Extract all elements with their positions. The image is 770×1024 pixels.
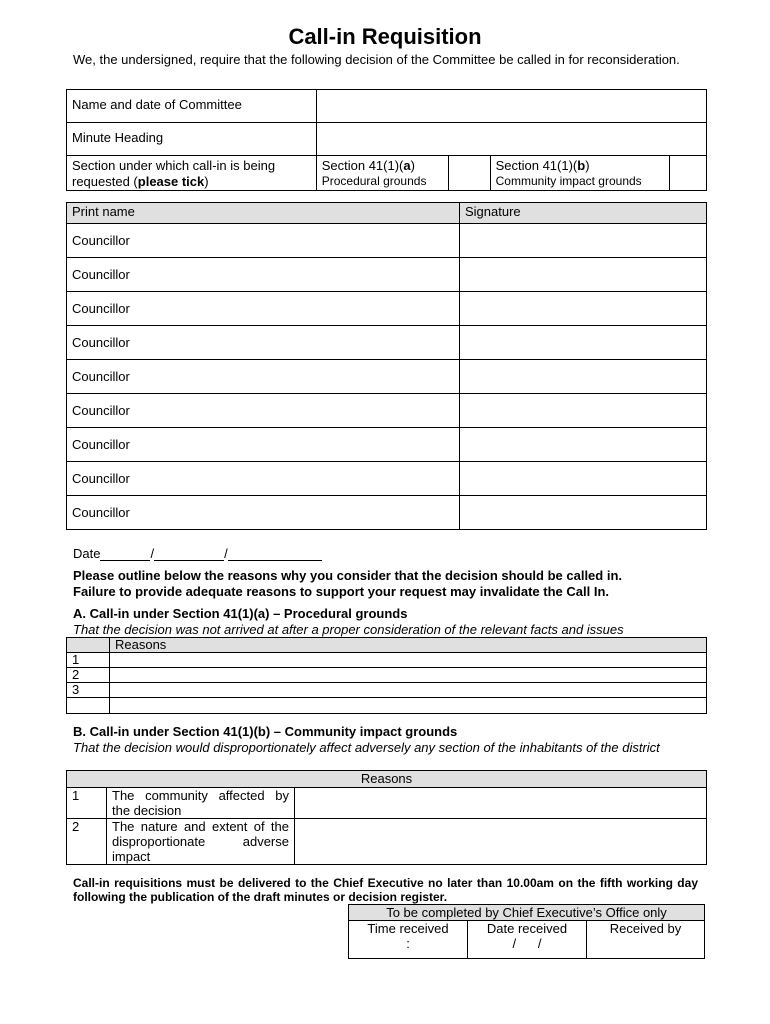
reason-number — [67, 698, 110, 714]
councillor-row — [67, 224, 707, 258]
councillor-signature-field[interactable] — [460, 224, 707, 258]
delivery-note: Call-in requisitions must be delivered to the Chief Executive no later than 10.00am on the fifth working day following the publication of the draft minutes or decision register. — [73, 876, 698, 904]
minute-heading-label: Minute Heading — [67, 123, 317, 156]
committee-details-table — [66, 89, 707, 191]
section-b-reasons-table — [66, 770, 707, 865]
date-year-field[interactable] — [228, 547, 322, 561]
councillor-signature-field[interactable] — [460, 462, 707, 496]
councillor-row — [67, 326, 707, 360]
councillor-signature-field[interactable] — [460, 496, 707, 530]
adverse-impact-label: The nature and extent of the disproportionate adverse impact — [107, 819, 295, 865]
section-a-reasons-table — [66, 637, 707, 714]
adverse-impact-field[interactable] — [295, 819, 707, 865]
councillor-row — [67, 394, 707, 428]
date-month-field[interactable] — [154, 547, 224, 561]
councillor-name-field[interactable]: Councillor — [67, 496, 460, 530]
councillor-name-field[interactable]: Councillor — [67, 360, 460, 394]
reason-number: 2 — [67, 668, 110, 683]
community-affected-field[interactable] — [295, 788, 707, 819]
time-received-cell[interactable]: Time received : — [349, 921, 468, 959]
reasons-instruction: Please outline below the reasons why you consider that the decision should be called in. Failure to provide adequate reasons to support your request may invalidate the Call In. — [73, 568, 623, 599]
councillor-name-field[interactable]: Councillor — [67, 428, 460, 462]
reason-number: 3 — [67, 683, 110, 698]
councillor-signature-field[interactable] — [460, 292, 707, 326]
councillor-row — [67, 428, 707, 462]
councillor-signature-field[interactable] — [460, 326, 707, 360]
councillor-name-field[interactable]: Councillor — [67, 326, 460, 360]
councillor-signature-field[interactable] — [460, 258, 707, 292]
section-a-subtitle: That the decision was not arrived at after a proper consideration of the relevant facts and issues — [73, 622, 624, 637]
committee-name-field[interactable] — [316, 90, 706, 123]
section-a-title: A. Call-in under Section 41(1)(a) – Procedural grounds — [73, 606, 408, 621]
councillor-name-field[interactable]: Councillor — [67, 462, 460, 496]
office-use-header: To be completed by Chief Executive’s Office only — [349, 905, 705, 921]
councillor-row — [67, 258, 707, 292]
date-line: Date / / — [73, 546, 322, 561]
reason-field[interactable] — [110, 668, 707, 683]
councillor-row — [67, 292, 707, 326]
councillor-row — [67, 496, 707, 530]
date-label: Date — [73, 546, 101, 561]
office-use-table — [348, 904, 705, 959]
councillor-signature-field[interactable] — [460, 428, 707, 462]
page-title: Call-in Requisition — [288, 24, 482, 49]
reason-field[interactable] — [110, 698, 707, 714]
councillor-signatures-table — [66, 202, 707, 530]
reason-field[interactable] — [110, 653, 707, 668]
community-affected-label: The community affected by the decision — [107, 788, 295, 819]
councillor-name-field[interactable]: Councillor — [67, 394, 460, 428]
minute-heading-field[interactable] — [316, 123, 706, 156]
signature-header: Signature — [460, 203, 707, 224]
councillor-signature-field[interactable] — [460, 360, 707, 394]
print-name-header: Print name — [67, 203, 460, 224]
date-received-cell[interactable]: Date received / / — [468, 921, 587, 959]
reason-field[interactable] — [110, 683, 707, 698]
section-label: Section under which call-in is being requested (please tick) — [67, 156, 317, 191]
councillor-name-field[interactable]: Councillor — [67, 224, 460, 258]
option-a-label: Section 41(1)(a) Procedural grounds — [316, 156, 448, 191]
date-day-field[interactable] — [100, 547, 150, 561]
committee-name-label: Name and date of Committee — [67, 90, 317, 123]
reasons-header: Reasons — [67, 771, 707, 788]
option-b-checkbox[interactable] — [669, 156, 706, 191]
councillor-signature-field[interactable] — [460, 394, 707, 428]
reason-number: 1 — [67, 788, 107, 819]
councillor-name-field[interactable]: Councillor — [67, 258, 460, 292]
councillor-row — [67, 462, 707, 496]
section-b-title: B. Call-in under Section 41(1)(b) – Community impact grounds — [73, 724, 458, 739]
councillor-name-field[interactable]: Councillor — [67, 292, 460, 326]
reason-number: 2 — [67, 819, 107, 865]
option-b-label: Section 41(1)(b) Community impact grounds — [490, 156, 669, 191]
option-a-checkbox[interactable] — [449, 156, 490, 191]
reason-number: 1 — [67, 653, 110, 668]
intro-text: We, the undersigned, require that the following decision of the Committee be called in for reconsideration. — [73, 52, 680, 67]
received-by-cell[interactable]: Received by — [587, 921, 705, 959]
section-b-subtitle: That the decision would disproportionately affect adversely any section of the inhabitants of the district — [73, 740, 660, 755]
reasons-header: Reasons — [110, 638, 707, 653]
councillor-row — [67, 360, 707, 394]
